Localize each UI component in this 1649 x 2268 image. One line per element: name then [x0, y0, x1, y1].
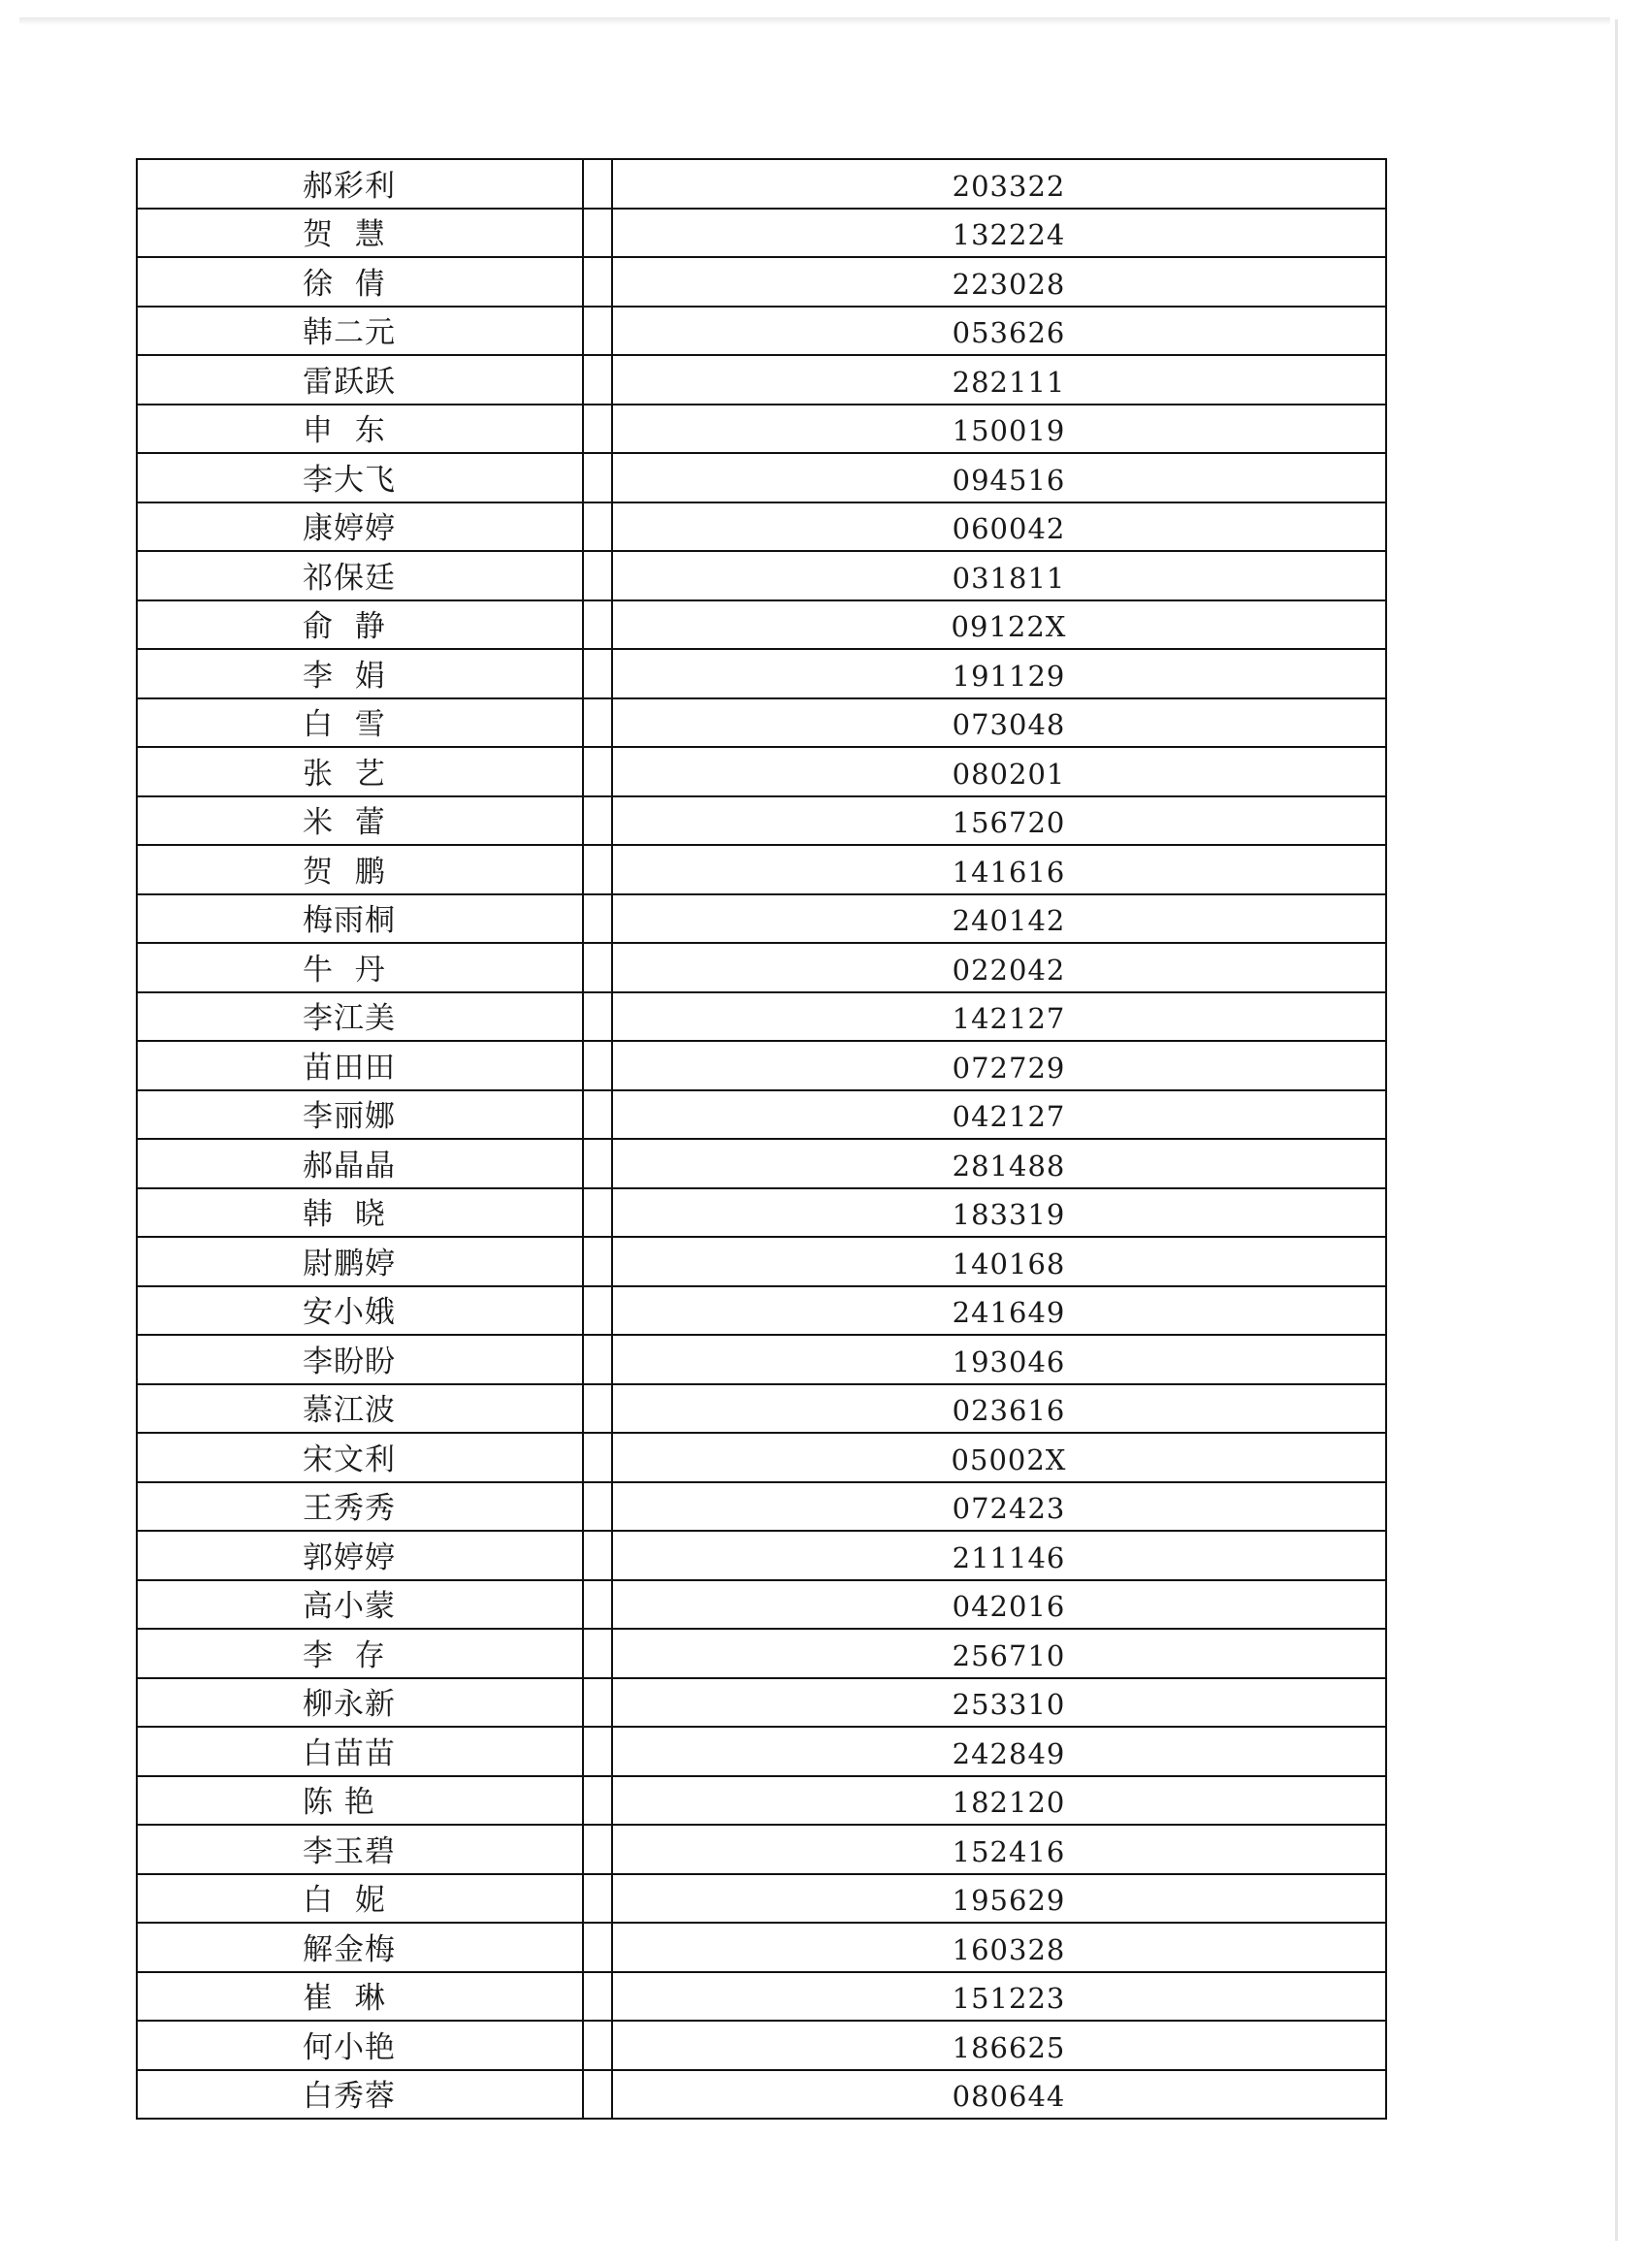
name-cell: 李盼盼 [137, 1335, 583, 1384]
table-row [137, 1531, 1386, 1580]
name-cell: 俞 静 [137, 600, 583, 650]
id-cell: 151223 [612, 1972, 1386, 2022]
name-cell: 宋文利 [137, 1433, 583, 1482]
table-row [137, 1139, 1386, 1188]
name-cell: 韩二元 [137, 307, 583, 356]
table-row [137, 1580, 1386, 1630]
name-cell: 雷跃跃 [137, 355, 583, 405]
column-gap [583, 943, 612, 992]
id-cell: 060042 [612, 502, 1386, 552]
name-cell: 申 东 [137, 405, 583, 454]
name-cell: 慕江波 [137, 1384, 583, 1434]
name-cell: 韩 晓 [137, 1188, 583, 1238]
table-row [137, 747, 1386, 796]
id-cell: 242849 [612, 1727, 1386, 1776]
name-cell: 李玉碧 [137, 1825, 583, 1874]
roster-table [136, 158, 1387, 2120]
table-row [137, 1286, 1386, 1336]
column-gap [583, 1923, 612, 1972]
column-gap [583, 1825, 612, 1874]
table-row [137, 257, 1386, 307]
id-cell: 191129 [612, 649, 1386, 698]
table-row [137, 551, 1386, 600]
table-row [137, 1482, 1386, 1532]
id-cell: 073048 [612, 698, 1386, 748]
column-gap [583, 1237, 612, 1286]
column-gap [583, 747, 612, 796]
column-gap [583, 1580, 612, 1630]
id-cell: 094516 [612, 453, 1386, 502]
table-row [137, 1090, 1386, 1140]
name-cell: 解金梅 [137, 1923, 583, 1972]
id-cell: 042127 [612, 1090, 1386, 1140]
table-row [137, 159, 1386, 209]
id-cell: 080201 [612, 747, 1386, 796]
id-cell: 160328 [612, 1923, 1386, 1972]
id-cell: 203322 [612, 159, 1386, 209]
table-row [137, 405, 1386, 454]
table-row [137, 1629, 1386, 1678]
column-gap [583, 894, 612, 944]
table-row [137, 453, 1386, 502]
name-cell: 安小娥 [137, 1286, 583, 1336]
column-gap [583, 405, 612, 454]
column-gap [583, 1727, 612, 1776]
table-row [137, 1972, 1386, 2022]
id-cell: 140168 [612, 1237, 1386, 1286]
table-row [137, 796, 1386, 846]
id-cell: 141616 [612, 845, 1386, 894]
id-cell: 142127 [612, 992, 1386, 1042]
id-cell: 186625 [612, 2021, 1386, 2070]
name-cell: 王秀秀 [137, 1482, 583, 1532]
table-row [137, 600, 1386, 650]
column-gap [583, 1482, 612, 1532]
table-row [137, 1384, 1386, 1434]
table-row [137, 1727, 1386, 1776]
column-gap [583, 1874, 612, 1924]
id-cell: 193046 [612, 1335, 1386, 1384]
id-cell: 072729 [612, 1041, 1386, 1090]
name-cell: 柳永新 [137, 1678, 583, 1728]
scan-edge-top [19, 17, 1610, 25]
id-cell: 031811 [612, 551, 1386, 600]
name-cell: 贺 鹏 [137, 845, 583, 894]
column-gap [583, 1384, 612, 1434]
id-cell: 042016 [612, 1580, 1386, 1630]
table-row [137, 845, 1386, 894]
column-gap [583, 209, 612, 258]
column-gap [583, 1678, 612, 1728]
name-cell: 李丽娜 [137, 1090, 583, 1140]
id-cell: 132224 [612, 209, 1386, 258]
column-gap [583, 1041, 612, 1090]
column-gap [583, 1433, 612, 1482]
name-cell: 贺 慧 [137, 209, 583, 258]
table-row [137, 2021, 1386, 2070]
id-cell: 211146 [612, 1531, 1386, 1580]
id-cell: 240142 [612, 894, 1386, 944]
name-cell: 徐 倩 [137, 257, 583, 307]
column-gap [583, 257, 612, 307]
table-row [137, 209, 1386, 258]
table-row [137, 1433, 1386, 1482]
column-gap [583, 698, 612, 748]
name-cell: 高小蒙 [137, 1580, 583, 1630]
name-cell: 陈 艳 [137, 1776, 583, 1826]
column-gap [583, 992, 612, 1042]
column-gap [583, 355, 612, 405]
column-gap [583, 307, 612, 356]
name-cell: 何小艳 [137, 2021, 583, 2070]
id-cell: 09122X [612, 600, 1386, 650]
name-cell: 李大飞 [137, 453, 583, 502]
name-cell: 郝彩利 [137, 159, 583, 209]
column-gap [583, 600, 612, 650]
table-row [137, 1825, 1386, 1874]
column-gap [583, 649, 612, 698]
table-row [137, 698, 1386, 748]
column-gap [583, 796, 612, 846]
name-cell: 李江美 [137, 992, 583, 1042]
column-gap [583, 1972, 612, 2022]
roster-body [137, 159, 1386, 2119]
table-row [137, 1335, 1386, 1384]
name-cell: 米 蕾 [137, 796, 583, 846]
id-cell: 282111 [612, 355, 1386, 405]
name-cell: 李 存 [137, 1629, 583, 1678]
table-row [137, 649, 1386, 698]
table-row [137, 992, 1386, 1042]
table-row [137, 502, 1386, 552]
column-gap [583, 1139, 612, 1188]
id-cell: 072423 [612, 1482, 1386, 1532]
column-gap [583, 502, 612, 552]
id-cell: 05002X [612, 1433, 1386, 1482]
table-row [137, 307, 1386, 356]
column-gap [583, 1531, 612, 1580]
column-gap [583, 1629, 612, 1678]
column-gap [583, 1286, 612, 1336]
table-row [137, 2070, 1386, 2120]
name-cell: 尉鹏婷 [137, 1237, 583, 1286]
id-cell: 022042 [612, 943, 1386, 992]
column-gap [583, 1090, 612, 1140]
table-row [137, 1923, 1386, 1972]
column-gap [583, 551, 612, 600]
column-gap [583, 453, 612, 502]
table-row [137, 943, 1386, 992]
table-row [137, 1188, 1386, 1238]
table-row [137, 1041, 1386, 1090]
id-cell: 256710 [612, 1629, 1386, 1678]
name-cell: 李 娟 [137, 649, 583, 698]
column-gap [583, 1776, 612, 1826]
id-cell: 183319 [612, 1188, 1386, 1238]
column-gap [583, 159, 612, 209]
id-cell: 182120 [612, 1776, 1386, 1826]
name-cell: 郭婷婷 [137, 1531, 583, 1580]
name-cell: 祁保廷 [137, 551, 583, 600]
column-gap [583, 1335, 612, 1384]
id-cell: 241649 [612, 1286, 1386, 1336]
id-cell: 281488 [612, 1139, 1386, 1188]
column-gap [583, 1188, 612, 1238]
table-row [137, 1237, 1386, 1286]
name-cell: 白秀蓉 [137, 2070, 583, 2120]
column-gap [583, 2021, 612, 2070]
id-cell: 150019 [612, 405, 1386, 454]
scan-edge-right [1615, 19, 1618, 2241]
table-row [137, 894, 1386, 944]
id-cell: 223028 [612, 257, 1386, 307]
name-cell: 郝晶晶 [137, 1139, 583, 1188]
table-row [137, 1678, 1386, 1728]
name-cell: 崔 琳 [137, 1972, 583, 2022]
name-cell: 梅雨桐 [137, 894, 583, 944]
id-cell: 023616 [612, 1384, 1386, 1434]
name-cell: 康婷婷 [137, 502, 583, 552]
column-gap [583, 2070, 612, 2120]
id-cell: 253310 [612, 1678, 1386, 1728]
id-cell: 195629 [612, 1874, 1386, 1924]
name-cell: 苗田田 [137, 1041, 583, 1090]
name-cell: 张 艺 [137, 747, 583, 796]
id-cell: 080644 [612, 2070, 1386, 2120]
id-cell: 152416 [612, 1825, 1386, 1874]
name-cell: 白苗苗 [137, 1727, 583, 1776]
id-cell: 053626 [612, 307, 1386, 356]
name-cell: 白 妮 [137, 1874, 583, 1924]
name-cell: 牛 丹 [137, 943, 583, 992]
id-cell: 156720 [612, 796, 1386, 846]
column-gap [583, 845, 612, 894]
table-row [137, 1874, 1386, 1924]
name-cell: 白 雪 [137, 698, 583, 748]
table-row [137, 1776, 1386, 1826]
table-row [137, 355, 1386, 405]
